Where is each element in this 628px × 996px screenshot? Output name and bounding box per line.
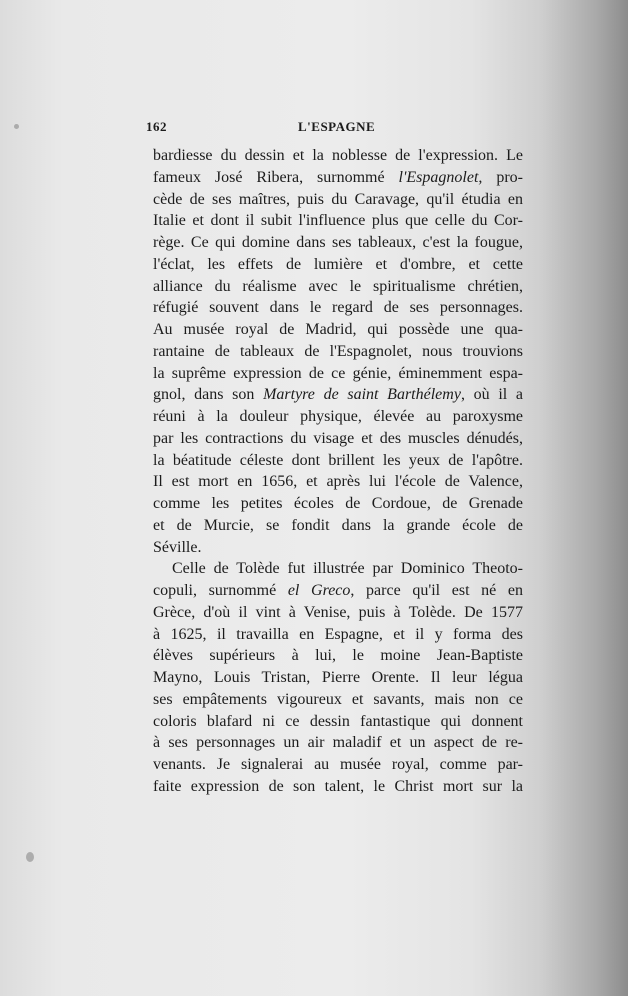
text-segment: et de Murcie, se fondit dans la grande école de	[153, 516, 523, 534]
text-segment: à 1625, il travailla en Espagne, et il y forma des	[153, 625, 523, 643]
text-segment: Celle de Tolède fut illustrée par Dominico Theoto-	[172, 560, 523, 578]
text-segment: l'éclat, les effets de lumière et d'ombre, et cette	[153, 255, 523, 273]
text-line-content	[153, 212, 523, 229]
text-segment: Il est mort en 1656, et après lui l'école de Valence,	[153, 473, 523, 491]
text-segment: faite expression de son talent, le Christ mort sur la	[153, 777, 523, 795]
text-segment: rantaine de tableaux de l'Espagnolet, nous trouvions	[153, 342, 523, 360]
text-line	[153, 668, 523, 688]
text-line-content	[153, 452, 523, 469]
text-line-content	[153, 365, 523, 382]
text-line-content	[153, 647, 523, 664]
italic-title: Martyre de saint Barthélemy	[263, 386, 461, 404]
text-segment: gnol, dans son	[153, 386, 264, 404]
text-line	[153, 603, 523, 623]
text-line	[153, 255, 523, 275]
text-line	[153, 407, 523, 427]
text-line-content	[153, 299, 523, 316]
text-line	[153, 168, 523, 188]
text-line	[153, 211, 523, 231]
text-line-content	[153, 517, 523, 534]
text-line	[153, 320, 523, 340]
text-line	[153, 472, 523, 492]
text-line-content	[153, 495, 523, 512]
text-line	[153, 190, 523, 210]
text-segment: rège. Ce qui domine dans ses tableaux, c'est la fougue,	[153, 234, 523, 251]
text-line	[153, 712, 523, 732]
text-segment: Italie et dont il subit l'influence plus que celle du Cor-	[153, 212, 523, 230]
text-line-content	[153, 343, 523, 360]
text-line	[153, 755, 523, 775]
text-line-content	[153, 734, 523, 751]
text-segment: , parce qu'il est né en	[350, 582, 523, 599]
text-line	[153, 298, 523, 318]
text-line-content	[153, 256, 523, 273]
text-line	[153, 233, 523, 253]
italic-title: el Greco	[287, 582, 351, 599]
text-segment: réfugié souvent dans le regard de ses personnages.	[153, 299, 523, 317]
text-line-content	[153, 691, 523, 708]
text-line-content	[153, 278, 523, 295]
text-line-content	[153, 778, 523, 795]
text-line	[153, 625, 523, 645]
text-line-content	[172, 560, 523, 577]
text-segment: cède de ses maîtres, puis du Caravage, qu'il étudia en	[153, 190, 523, 208]
text-line	[153, 342, 523, 362]
text-line-content	[153, 626, 523, 643]
text-line	[153, 538, 523, 558]
text-segment: , où il a	[460, 386, 523, 404]
text-line-content	[153, 756, 523, 773]
text-line	[153, 646, 523, 666]
text-segment: alliance du réalisme avec le spiritualisme chrétien,	[153, 277, 523, 295]
text-line	[153, 429, 523, 449]
text-line-content	[153, 191, 523, 208]
italic-title: l'Espagnolet,	[398, 168, 483, 186]
text-line-content	[153, 669, 523, 686]
running-title: L'ESPAGNE	[298, 119, 376, 134]
text-segment: bardiesse du dessin et la noblesse de l'expression. Le	[153, 147, 523, 164]
text-segment: ses empâtements vigoureux et savants, mais non ce	[153, 690, 523, 708]
text-segment: la béatitude céleste dont brillent les yeux de l'apôtre.	[153, 451, 523, 469]
text-line	[153, 733, 523, 753]
text-segment: Mayno, Louis Tristan, Pierre Orente. Il leur légua	[153, 669, 523, 686]
text-line	[153, 146, 523, 166]
text-segment: Au musée royal de Madrid, qui possède une qua-	[153, 321, 523, 338]
text-line-content	[153, 408, 523, 425]
text-line-content	[153, 539, 201, 556]
text-segment: par les contractions du visage et des muscles dénudés,	[153, 429, 523, 447]
text-line-content	[153, 169, 523, 186]
page-number: 162	[146, 119, 167, 134]
text-segment: pro-	[482, 168, 523, 186]
text-line-content	[153, 604, 523, 621]
text-line	[153, 277, 523, 297]
text-line-content	[153, 430, 523, 447]
text-segment: à ses personnages un air maladif et un aspect de re-	[153, 734, 523, 752]
text-line	[153, 516, 523, 536]
text-line-content	[153, 386, 523, 403]
text-line	[153, 451, 523, 471]
text-segment: élèves supérieurs à lui, le moine Jean-Baptiste	[153, 647, 523, 665]
paper-speck	[14, 124, 19, 129]
text-segment: la suprême expression de ce génie, éminemment espa-	[153, 364, 523, 382]
text-line-content	[153, 582, 523, 599]
text-line-content	[153, 713, 523, 730]
text-line	[153, 494, 523, 514]
text-line	[153, 777, 523, 797]
text-segment: fameux José Ribera, surnommé	[153, 168, 399, 186]
text-segment: venants. Je signalerai au musée royal, comme par-	[153, 756, 523, 773]
text-line	[153, 385, 523, 405]
text-line-content	[153, 473, 523, 490]
paper-speck	[26, 852, 34, 862]
text-line-content	[153, 147, 523, 164]
text-segment: Grèce, d'où il vint à Venise, puis à Tolède. De 1577	[153, 603, 523, 621]
text-line	[172, 559, 523, 579]
text-segment: réuni à la douleur physique, élevée au paroxysme	[153, 408, 523, 425]
text-segment: comme les petites écoles de Cordoue, de Grenade	[153, 495, 523, 512]
text-line-content	[153, 321, 523, 338]
text-segment: coloris blafard ni ce dessin fantastique qui donnent	[153, 712, 523, 730]
text-line	[153, 690, 523, 710]
text-segment: copuli, surnommé	[153, 582, 288, 599]
text-segment: Séville.	[153, 538, 202, 556]
text-line-content	[153, 234, 523, 251]
text-line	[153, 364, 523, 384]
text-line	[153, 581, 523, 601]
